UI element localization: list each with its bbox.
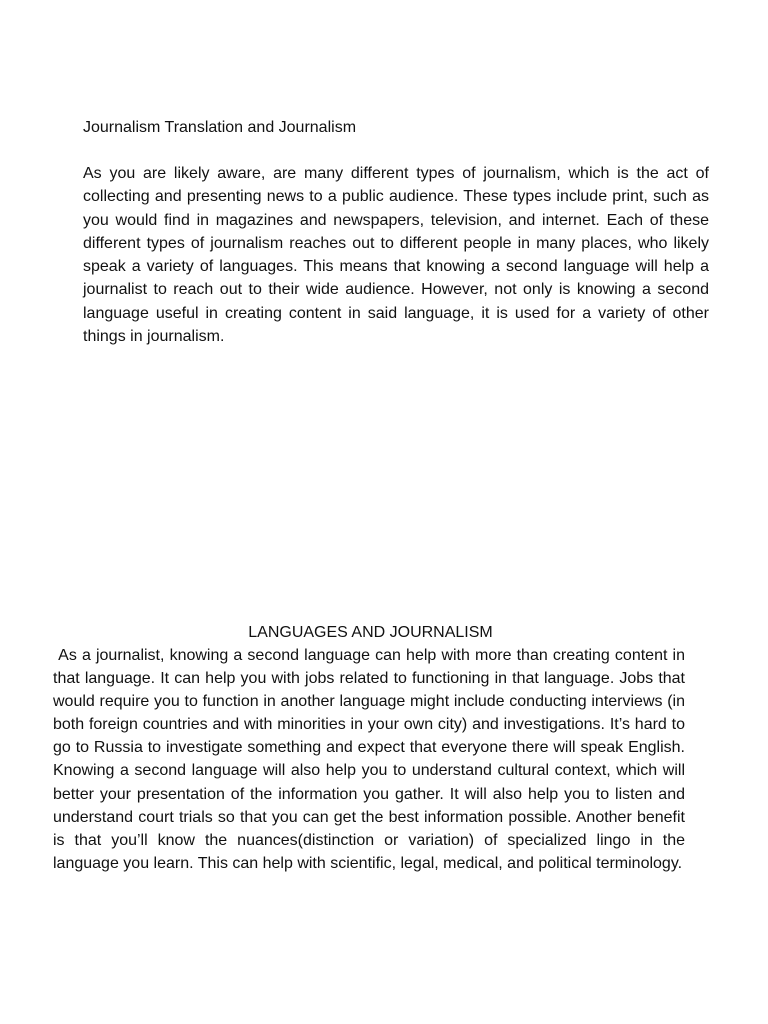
languages-section [53, 621, 690, 875]
languages-paragraph: As a journalist, knowing a second language can help with more than creating content in that language. It can help you with jobs related to functioning in that language. Jobs that would require you to function in another language might include conducting interviews (in both foreign countries and with minorities in your own city) and investigations. It’s hard to go to Russia to investigate something and expect that everyone there will speak English. Knowing a second language will also help you to understand cultural context, which will better your presentation of the information you gather. It will also help you to listen and understand court trials so that you can get the best information possible. Another benefit is that you’ll know the nuances(distinction or variation) of specialized lingo in the language you learn. This can help with scientific, legal, medical, and political terminology. [53, 647, 690, 872]
intro-paragraph: As you are likely aware, are many different types of journalism, which is the act of collecting and presenting news to a public audience. These types include print, such as you would find in magazines and newspapers, television, and internet. Each of these different types of journalism reaches out to different people in many places, who likely speak a variety of languages. This means that knowing a second language will help a journalist to reach out to their wide audience. However, not only is knowing a second language useful in creating content in said language, it is used for a variety of other things in journalism. [83, 165, 709, 346]
document-title: Journalism Translation and Journalism [83, 119, 357, 136]
intro-section [83, 116, 709, 348]
section-heading: LANGUAGES AND JOURNALISM [248, 624, 493, 641]
